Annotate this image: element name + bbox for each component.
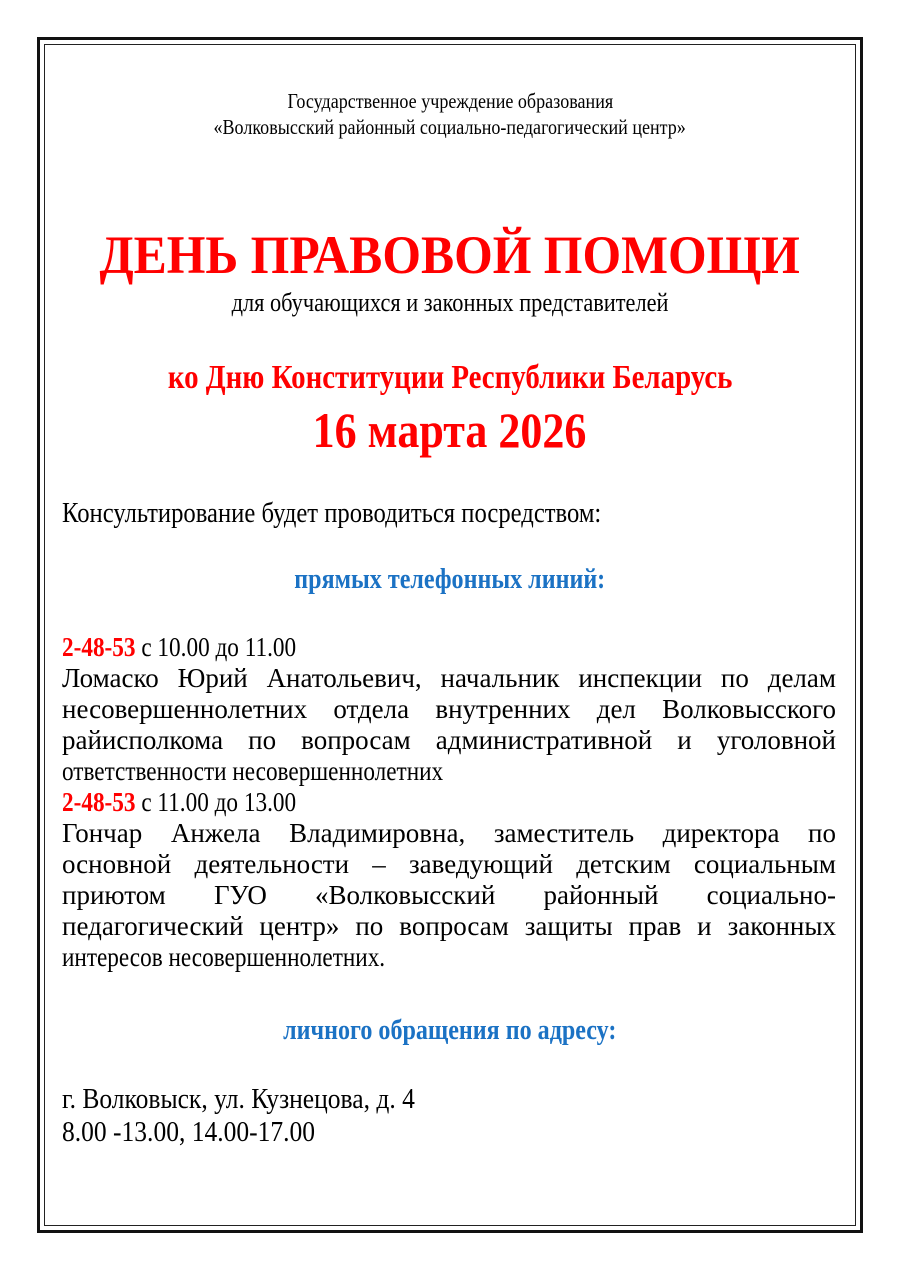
description-line: несовершеннолетних отдела внутренних дел Волковысского: [62, 694, 836, 724]
institution-type: [0, 88, 900, 114]
section-heading-phone-lines-text: прямых телефонных линий:: [294, 564, 606, 595]
visit-address: [62, 1083, 463, 1115]
audience-subtitle-text: для обучающихся и законных представителей: [231, 288, 669, 317]
description-line: основной деятельности – заведующий детским социальным: [62, 849, 836, 879]
phone-time-2: с 11.00 до 13.00: [141, 787, 297, 817]
event-date: [0, 402, 900, 458]
consultation-intro-text: Консультирование будет проводиться посредством:: [62, 498, 602, 529]
phone-entry-2-description: [62, 818, 836, 973]
phone-number-1[interactable]: 2-48-53: [62, 632, 136, 662]
visit-hours-text: 8.00 -13.00, 14.00-17.00: [62, 1116, 316, 1148]
occasion-line: [0, 358, 900, 398]
visit-hours: [62, 1116, 350, 1148]
audience-subtitle: [0, 288, 900, 318]
institution-name-text: «Волковысский районный социально-педагогический центр»: [213, 115, 687, 139]
description-line: райисполкома по вопросам административной и уголовной: [62, 725, 836, 755]
consultation-intro: [62, 497, 675, 531]
section-heading-phone-lines: [0, 563, 900, 597]
section-heading-personal-visit-text: личного обращения по адресу:: [283, 1015, 617, 1046]
institution-type-text: Государственное учреждение образования: [287, 89, 613, 113]
institution-name: [0, 114, 900, 140]
phone-number-2[interactable]: 2-48-53: [62, 787, 136, 817]
description-line: приютом ГУО «Волковысский районный социально-: [62, 880, 836, 910]
description-line: ответственности несовершеннолетних: [62, 756, 444, 786]
description-line: Гончар Анжела Владимировна, заместитель директора по: [62, 818, 836, 848]
page-title-text: ДЕНЬ ПРАВОВОЙ ПОМОЩИ: [99, 225, 801, 285]
occasion-text: ко Дню Конституции Республики Беларусь: [167, 359, 733, 396]
event-date-text: 16 марта 2026: [313, 402, 587, 458]
phone-entry-1-description: [62, 663, 836, 787]
phone-time-1: с 10.00 до 11.00: [141, 632, 297, 662]
phone-entry-2-header: [62, 787, 334, 818]
section-heading-personal-visit: [0, 1014, 900, 1048]
description-line: педагогический центр» по вопросам защиты прав и законных: [62, 911, 836, 941]
visit-address-text: г. Волковыск, ул. Кузнецова, д. 4: [62, 1083, 415, 1115]
description-line: Ломаско Юрий Анатольевич, начальник инспекции по делам: [62, 663, 836, 693]
phone-entry-1-header: [62, 632, 334, 663]
description-line: интересов несовершеннолетних.: [62, 942, 386, 972]
page-title: [0, 225, 900, 285]
